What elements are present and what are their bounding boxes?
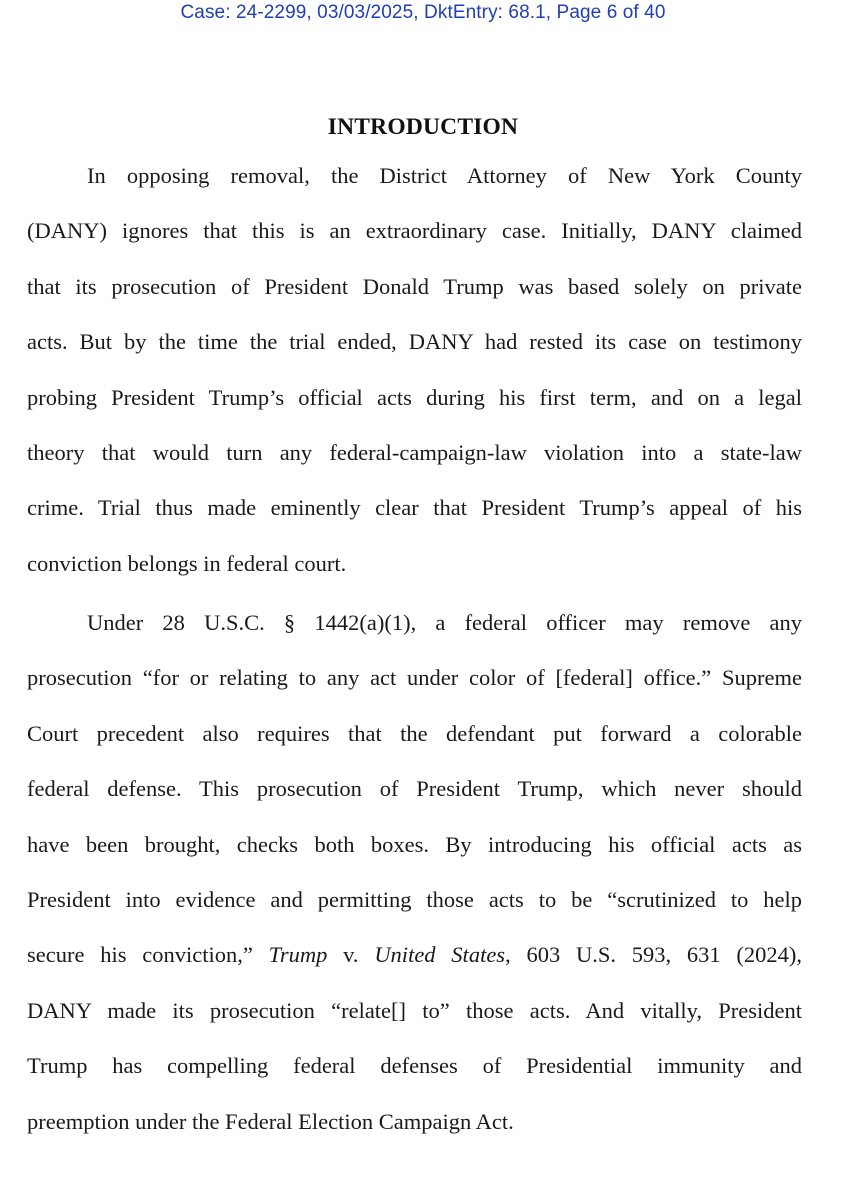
paragraph-1 [27,148,802,591]
paragraph-line: conviction belongs in federal court. [27,550,347,576]
paragraph-line: prosecution “for or relating to any act under color of [federal] office.” Supreme [27,665,802,691]
case-header: Case: 24-2299, 03/03/2025, DktEntry: 68.1, Page 6 of 40 [180,2,666,23]
section-heading: INTRODUCTION [327,114,519,140]
paragraph-line: probing President Trump’s official acts during his first term, and on a legal [27,384,802,410]
paragraph-line-citation [27,927,802,982]
paragraph-line: (DANY) ignores that this is an extraordinary case. Initially, DANY claimed [27,218,802,244]
paragraph-line: acts. But by the time the trial ended, DANY had rested its case on testimony [27,329,802,355]
case-name-trump: Trump [268,942,328,968]
case-name-united-states: United States [374,942,506,968]
paragraph-line: theory that would turn any federal-campaign-law violation into a state-law [27,439,802,465]
citation-lead: secure his conviction,” [27,942,269,968]
paragraph-line: In opposing removal, the District Attorney of New York County [87,163,802,188]
paragraph-line: preemption under the Federal Election Campaign Act. [27,1108,514,1134]
paragraph-2 [27,595,802,1149]
paragraph-line: Under 28 U.S.C. § 1442(a)(1), a federal officer may remove any [87,610,802,635]
citation-versus: v. [327,942,375,968]
paragraph-line: DANY made its prosecution “relate[] to” those acts. And vitally, President [27,997,802,1023]
paragraph-line: Trump has compelling federal defenses of Presidential immunity and [27,1053,802,1079]
paragraph-line: Court precedent also requires that the defendant put forward a colorable [27,720,802,746]
paragraph-line: crime. Trial thus made eminently clear that President Trump’s appeal of his [27,495,802,521]
paragraph-line: federal defense. This prosecution of President Trump, which never should [27,776,802,802]
citation-reporter: , 603 U.S. 593, 631 (2024), [505,942,802,968]
paragraph-line: President into evidence and permitting those acts to be “scrutinized to help [27,886,802,912]
paragraph-line: have been brought, checks both boxes. By introducing his official acts as [27,831,802,857]
paragraph-line: that its prosecution of President Donald Trump was based solely on private [27,273,802,299]
